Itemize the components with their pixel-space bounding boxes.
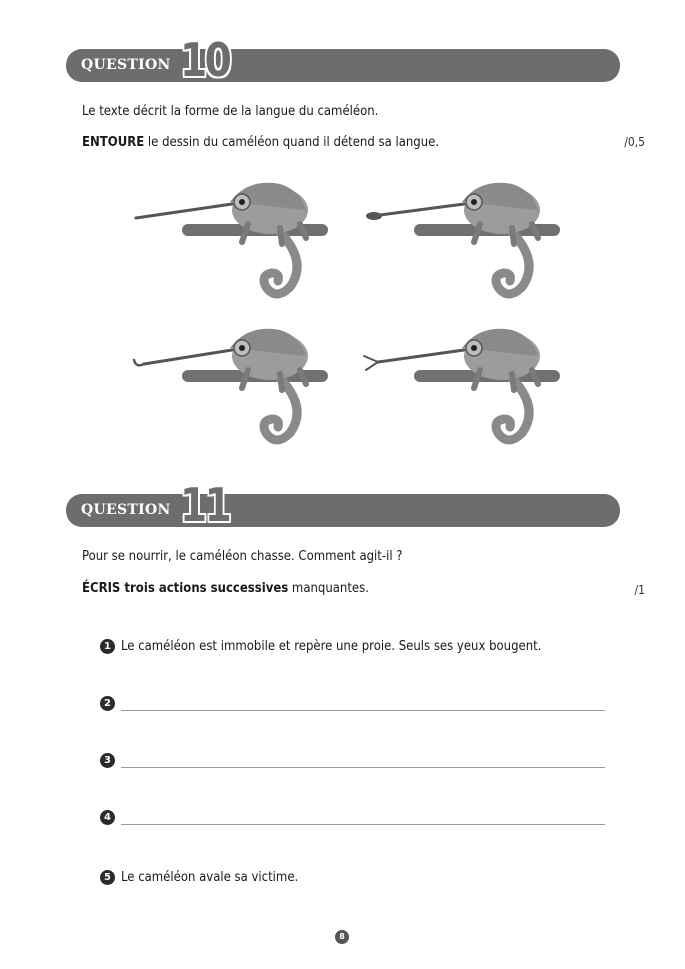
question-number: 10 [180,33,230,87]
page-number: 8 [335,930,349,944]
question-11-intro: Pour se nourrir, le caméléon chasse. Comment agit-il ? [82,549,403,564]
question-10-score: /0,5 [624,135,645,149]
answer-line[interactable] [121,767,605,768]
item-number-badge: 2 [100,696,115,711]
answer-line[interactable] [121,824,605,825]
chameleon-drawing [362,318,562,448]
instruction-keyword: ENTOURE [82,135,145,150]
chameleon-drawing [130,318,330,448]
instruction-text: manquantes. [288,581,369,596]
question-11-score: /1 [634,583,645,597]
item-number-badge: 3 [100,753,115,768]
instruction-keyword: ÉCRIS trois actions successives [82,581,289,596]
chameleon-image-hook-tongue[interactable] [130,318,330,448]
item-text: Le caméléon avale sa victime. [121,870,299,885]
chameleon-image-fork-tongue[interactable] [362,318,562,448]
answer-line[interactable] [121,710,605,711]
chameleon-image-spoon-tongue[interactable] [362,172,562,302]
action-item-1 [100,639,605,659]
item-number-badge: 4 [100,810,115,825]
action-item-2[interactable] [100,696,605,716]
question-11-instruction [82,581,369,596]
instruction-text: le dessin du caméléon quand il détend sa langue. [144,135,440,150]
item-text: Le caméléon est immobile et repère une proie. Seuls ses yeux bougent. [121,639,542,654]
question-label: QUESTION [81,502,171,518]
chameleon-image-straight-tongue[interactable] [130,172,330,302]
action-item-5 [100,870,605,890]
chameleon-drawing [130,172,330,302]
question-10-instruction [82,135,439,150]
question-11-header [66,478,620,532]
action-item-4[interactable] [100,810,605,830]
question-10-intro: Le texte décrit la forme de la langue du caméléon. [82,104,379,119]
item-number-badge: 5 [100,870,115,885]
action-item-3[interactable] [100,753,605,773]
item-number-badge: 1 [100,639,115,654]
chameleon-drawing [362,172,562,302]
question-label: QUESTION [81,57,171,73]
question-10-header [66,33,620,87]
question-number: 11 [180,478,230,532]
